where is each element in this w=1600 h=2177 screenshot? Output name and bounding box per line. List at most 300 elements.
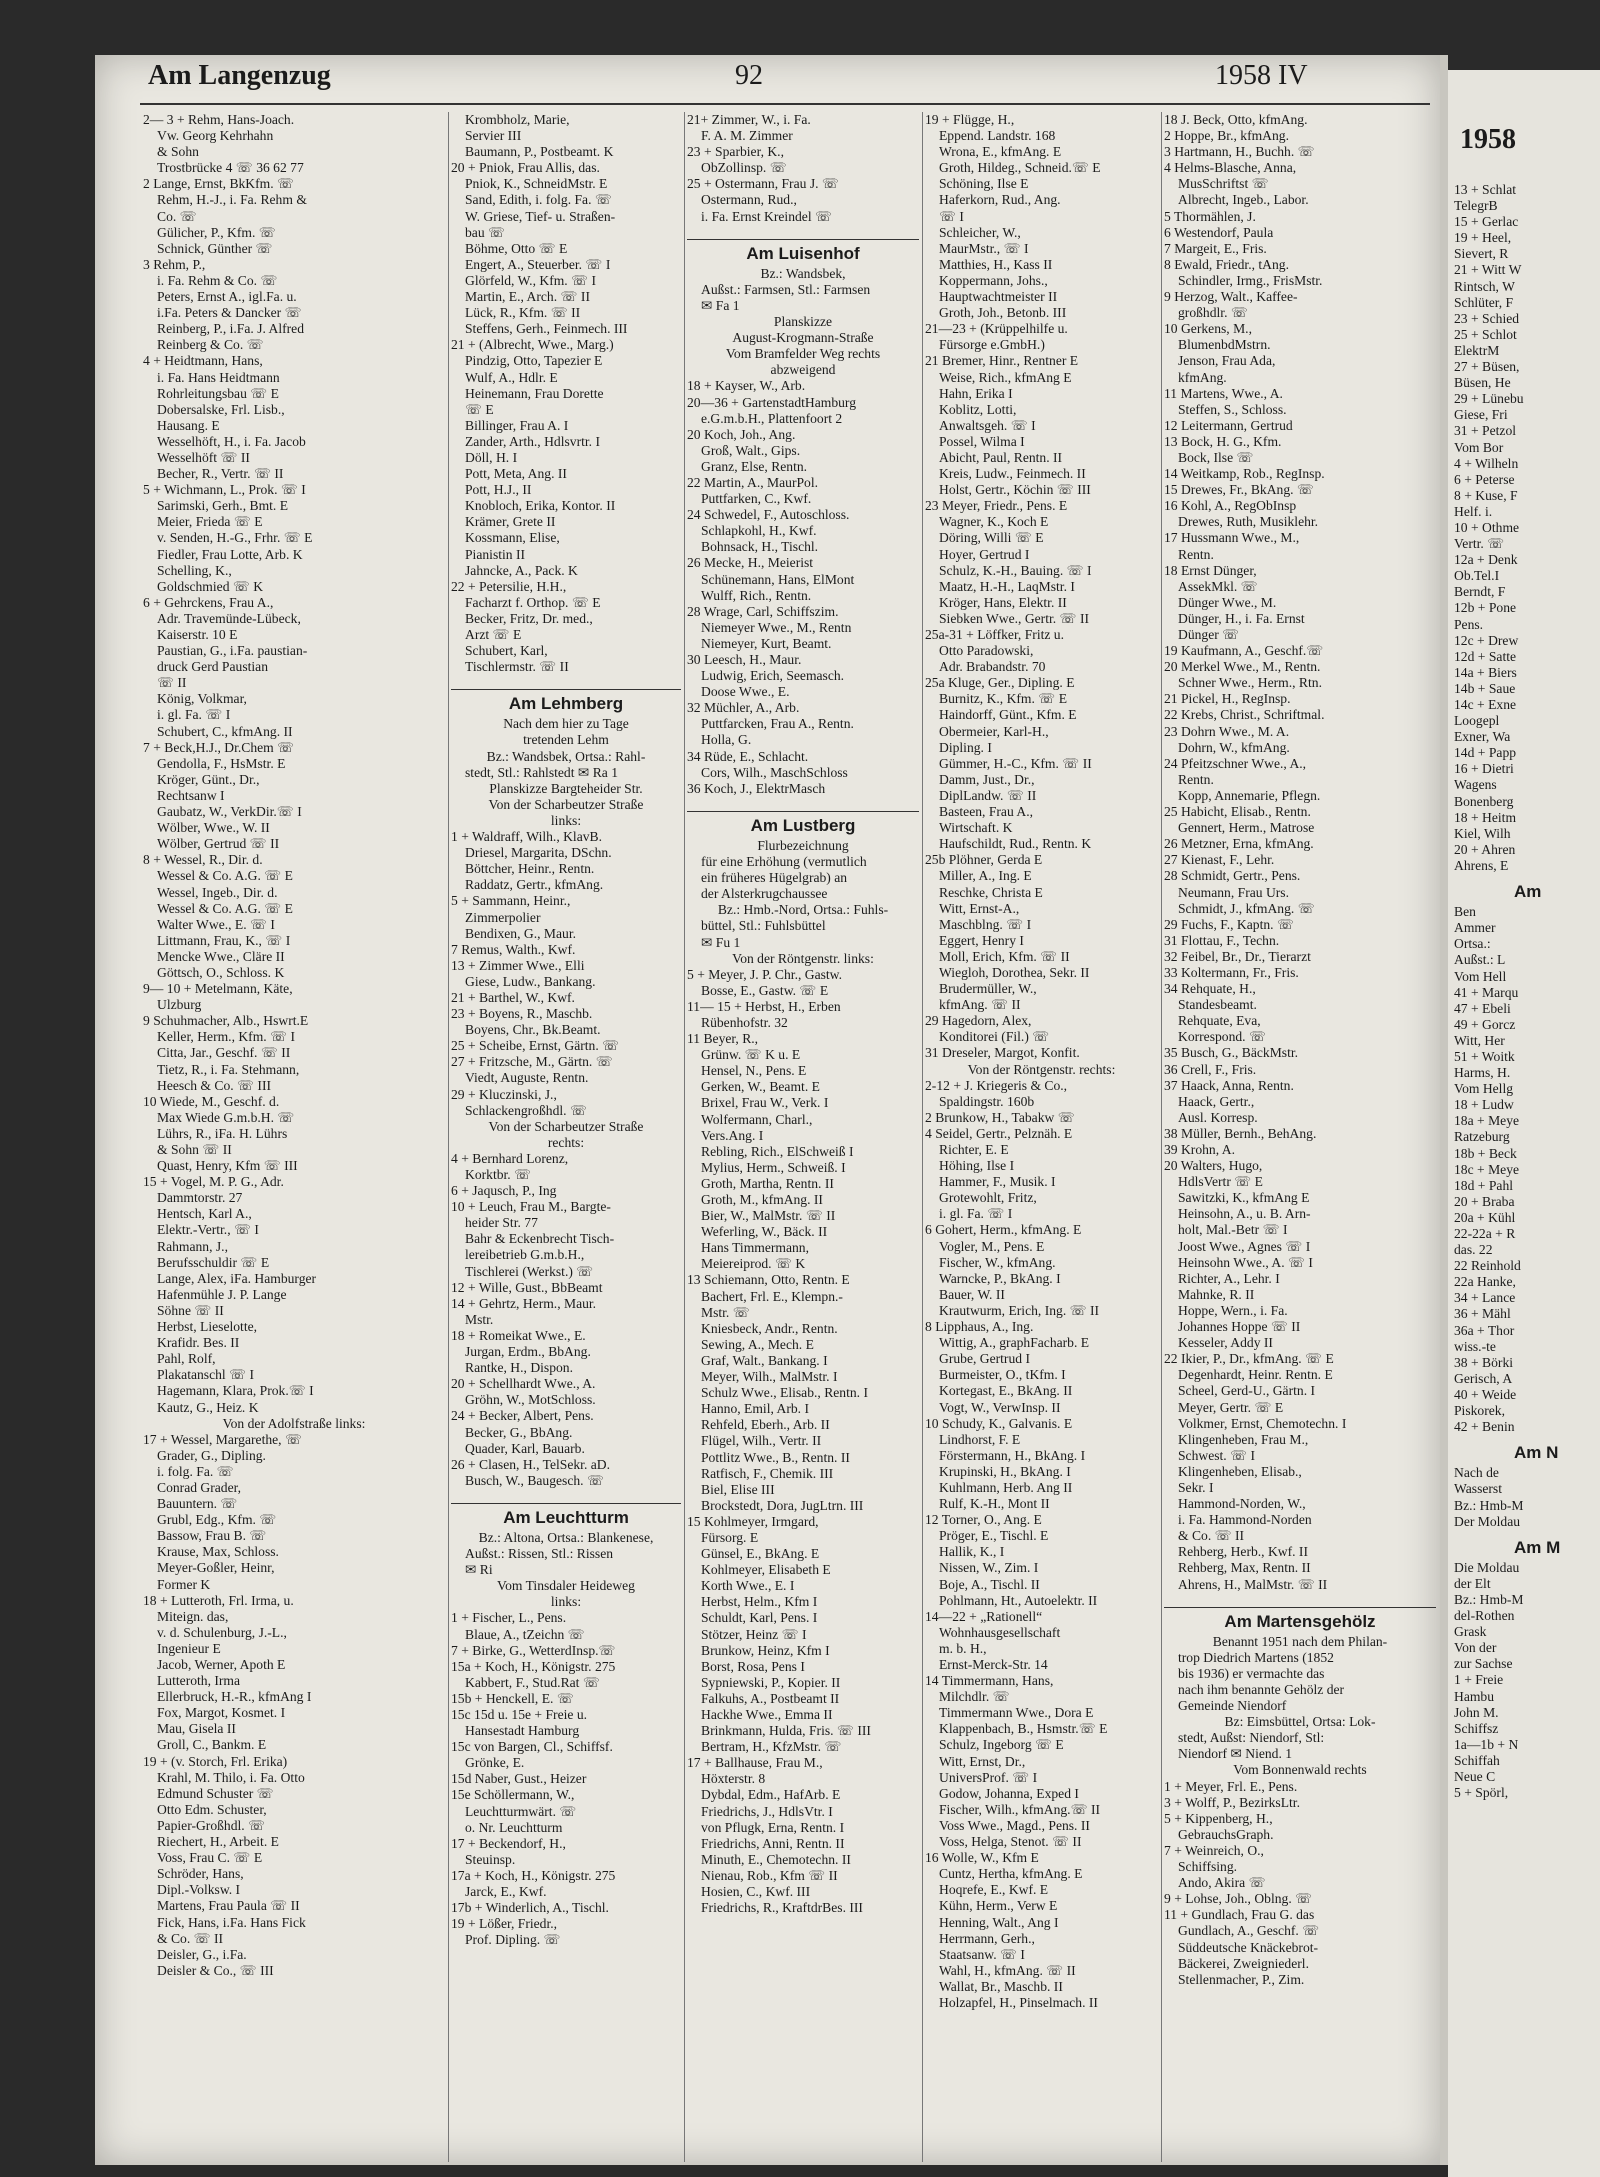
directory-entry: Bz.: Hmb-M xyxy=(1454,1497,1524,1513)
directory-entry: 19 + Flügge, H., xyxy=(925,112,1015,127)
directory-entry: Außst.: Farmsen, Stl.: Farmsen xyxy=(701,281,871,297)
directory-entry: Ahrens, H., MalMstr. ☏ II xyxy=(1178,1576,1328,1592)
directory-entry: Schulz Wwe., Elisab., Rentn. I xyxy=(701,1385,868,1401)
directory-entry: Brixel, Frau W., Verk. I xyxy=(701,1095,829,1111)
directory-entry: Wulf, A., Hdlr. E xyxy=(465,369,558,385)
directory-entry: 8 + Kuse, F xyxy=(1454,487,1518,503)
directory-entry: 24 Pfeitzschner Wwe., A., xyxy=(1164,755,1307,771)
directory-entry: Vogt, W., VerwInsp. II xyxy=(939,1399,1061,1415)
directory-entry: 4 + Heidtmann, Hans, xyxy=(143,353,263,369)
directory-entry: 34 + Lance xyxy=(1454,1290,1516,1306)
directory-entry: Pott, Meta, Ang. II xyxy=(465,466,567,482)
directory-entry: Mahnke, R. II xyxy=(1178,1286,1255,1302)
directory-entry: rechts: xyxy=(547,1134,585,1150)
directory-entry: 47 + Ebeli xyxy=(1454,1000,1511,1016)
directory-entry: Gröhn, W., MotSchloss. xyxy=(465,1392,596,1408)
directory-entry: Piskorek, xyxy=(1454,1403,1505,1419)
directory-entry: Eppend. Landstr. 168 xyxy=(939,128,1056,144)
directory-entry: 10 Schudy, K., Galvanis. E xyxy=(925,1415,1073,1431)
directory-entry: 36a + Thor xyxy=(1454,1322,1515,1338)
directory-column-5 xyxy=(1164,112,1436,2162)
directory-entry: ☏ I xyxy=(939,208,964,224)
directory-entry: Borst, Rosa, Pens I xyxy=(701,1658,805,1674)
directory-entry: & Sohn xyxy=(157,144,199,160)
directory-entry: Sarimski, Gerh., Bmt. E xyxy=(157,498,289,514)
directory-entry: Miller, A., Ing. E xyxy=(939,868,1032,884)
directory-entry: Kühn, Herm., Verw E xyxy=(939,1898,1058,1914)
directory-entry: Elektr.-Vertr., ☏ I xyxy=(157,1222,259,1238)
directory-entry: bau ☏ xyxy=(465,224,506,240)
directory-entry: ☏ II xyxy=(157,675,187,691)
directory-entry: links: xyxy=(550,812,582,828)
directory-entry: wiss.-te xyxy=(1454,1338,1496,1354)
directory-entry: Fiedler, Frau Lotte, Arb. K xyxy=(157,546,303,562)
directory-entry: Krupinski, H., BkAng. I xyxy=(939,1463,1071,1479)
year-part-label: 1958 IV xyxy=(1215,60,1308,91)
directory-entry: Otto Paradowski, xyxy=(939,643,1034,659)
directory-entry: 15 Kohlmeyer, Irmgard, xyxy=(687,1513,819,1529)
directory-entry: Vom Bramfelder Weg rechts xyxy=(725,346,881,362)
directory-entry: Schlüter, F xyxy=(1454,294,1514,310)
directory-entry: druck Gerd Paustian xyxy=(157,659,268,675)
directory-entry: 2— 3 + Rehm, Hans-Joach. xyxy=(143,112,295,127)
directory-entry: lereibetrieb G.m.b.H., xyxy=(465,1247,585,1263)
directory-entry: Vom Hellg xyxy=(1454,1081,1514,1097)
directory-entry: Reinberg, P., i.Fa. J. Alfred xyxy=(157,321,305,337)
directory-entry: stedt, Außst: Niendorf, Stl: xyxy=(1178,1730,1325,1746)
directory-entry: Höhing, Ilse I xyxy=(939,1158,1015,1174)
directory-entry: Flurbezeichnung xyxy=(757,837,849,853)
directory-entry: Holla, G. xyxy=(701,732,752,748)
directory-entry: Fischer, Wilh., kfmAng.☏ II xyxy=(939,1801,1101,1817)
directory-entry: Joost Wwe., Agnes ☏ I xyxy=(1178,1238,1311,1254)
directory-entry: Dünger Wwe., M. xyxy=(1178,594,1277,610)
directory-entry: 21 + Witt W xyxy=(1454,262,1522,278)
directory-entry: Lange, Alex, iFa. Hamburger xyxy=(157,1270,317,1286)
directory-entry: 18d + Pahl xyxy=(1454,1177,1514,1193)
directory-entry: Papier-Großhdl. ☏ xyxy=(157,1817,266,1833)
directory-entry: Ortsa.: xyxy=(1454,936,1491,952)
directory-entry: Zander, Arth., Hdlsvrtr. I xyxy=(465,433,600,449)
directory-entry: 40 + Weide xyxy=(1454,1386,1517,1402)
directory-entry: Schiffsz xyxy=(1454,1720,1499,1736)
directory-entry: 2 Lange, Ernst, BkKfm. ☏ xyxy=(143,176,295,192)
directory-entry: Hentsch, Karl A., xyxy=(157,1206,252,1222)
directory-entry: Nach dem hier zu Tage xyxy=(503,716,629,732)
header-rule xyxy=(140,103,1430,105)
directory-entry: Nach de xyxy=(1454,1465,1499,1481)
directory-entry: Ob.Tel.I xyxy=(1454,568,1500,584)
directory-entry: 29 + Kluczinski, J., xyxy=(451,1086,557,1102)
directory-entry: ☏ E xyxy=(465,401,494,417)
directory-entry: 6 + Jaqusch, P., Ing xyxy=(451,1183,557,1199)
directory-entry: 24 + Becker, Albert, Pens. xyxy=(451,1408,594,1424)
directory-entry: Becher, R., Vertr. ☏ II xyxy=(157,466,284,482)
directory-entry: 21+ Zimmer, W., i. Fa. xyxy=(687,112,811,127)
directory-entry: 20 + Schellhardt Wwe., A. xyxy=(451,1376,596,1392)
directory-entry: Ratzeburg xyxy=(1454,1129,1510,1145)
directory-entry: Döring, Willi ☏ E xyxy=(939,530,1044,546)
directory-entry: Schulz, K.-H., Bauing. ☏ I xyxy=(939,562,1092,578)
directory-entry: 22a Hanke, xyxy=(1454,1274,1516,1290)
directory-entry: Vom Hell xyxy=(1454,968,1507,984)
directory-entry: Becker, G., BbAng. xyxy=(465,1424,573,1440)
directory-entry: Pröger, E., Tischl. E xyxy=(939,1528,1049,1544)
directory-entry: Groß, Walt., Gips. xyxy=(701,442,801,458)
directory-entry: Gerisch, A xyxy=(1454,1370,1513,1386)
directory-entry: Dobersalske, Frl. Lisb., xyxy=(157,401,285,417)
directory-entry: Basteen, Frau A., xyxy=(939,804,1034,820)
directory-entry: 18 + Romeikat Wwe., E. xyxy=(451,1327,586,1343)
directory-entry: 7 Remus, Walth., Kwf. xyxy=(451,941,576,957)
directory-entry: Otto Edm. Schuster, xyxy=(157,1801,267,1817)
directory-entry: 28 Wrage, Carl, Schiffszim. xyxy=(687,603,839,619)
adjacent-page-edge xyxy=(1448,70,1600,2177)
directory-entry: Niemeyer Wwe., M., Rentn xyxy=(701,619,852,635)
directory-entry: 6 Westendorf, Paula xyxy=(1164,224,1274,240)
directory-entry: Rehfeld, Eberh., Arb. II xyxy=(701,1417,830,1433)
directory-entry: Boje, A., Tischl. II xyxy=(939,1576,1040,1592)
directory-entry: 15d Naber, Gust., Heizer xyxy=(451,1771,587,1787)
directory-entry: Außst.: Rissen, Stl.: Rissen xyxy=(465,1546,614,1562)
street-heading: Am Leuchtturm xyxy=(451,1503,681,1526)
directory-entry: 7 + Weinreich, O., xyxy=(1164,1842,1264,1858)
directory-entry: Citta, Jar., Geschf. ☏ II xyxy=(157,1045,291,1061)
directory-entry: Krafidr. Bes. II xyxy=(157,1335,240,1351)
directory-entry: 9 + Lohse, Joh., Oblng. ☏ xyxy=(1164,1891,1313,1907)
directory-entry: 22 + Petersilie, H.H., xyxy=(451,578,567,594)
directory-entry: Hambu xyxy=(1454,1688,1495,1704)
directory-entry: Neumann, Frau Urs. xyxy=(1178,884,1289,900)
directory-entry: Ostermann, Rud., xyxy=(701,192,797,208)
directory-entry: Milchdlr. ☏ xyxy=(939,1689,1010,1705)
directory-entry: 42 + Benin xyxy=(1454,1419,1515,1435)
directory-entry: Grubl, Edg., Kfm. ☏ xyxy=(157,1512,277,1528)
directory-entry: Glörfeld, W., Kfm. ☏ I xyxy=(465,272,597,288)
directory-entry: 19 Kaufmann, A., Geschf.☏ xyxy=(1164,643,1324,659)
directory-entry: Kniesbeck, Andr., Rentn. xyxy=(701,1320,838,1336)
directory-entry: Bertram, H., KfzMstr. ☏ xyxy=(701,1739,842,1755)
directory-entry: 36 Crell, F., Fris. xyxy=(1164,1061,1257,1077)
directory-entry: Hauptwachtmeister II xyxy=(939,289,1058,305)
directory-entry: Voss, Helga, Stenot. ☏ II xyxy=(939,1834,1082,1850)
directory-entry: Schünemann, Hans, ElMont xyxy=(701,571,855,587)
directory-entry: zur Sachse xyxy=(1454,1656,1513,1672)
directory-entry: Steuinsp. xyxy=(465,1851,516,1867)
directory-entry: Von der Scharbeutzer Straße xyxy=(488,1118,644,1134)
directory-entry: Grünw. ☏ K u. E xyxy=(701,1047,801,1063)
directory-entry: Fox, Margot, Kosmet. I xyxy=(157,1705,286,1721)
directory-entry: DiplLandw. ☏ II xyxy=(939,787,1037,803)
directory-entry: Rentn. xyxy=(1178,546,1214,562)
directory-entry: Damm, Just., Dr., xyxy=(939,771,1035,787)
directory-entry: der Elt xyxy=(1454,1575,1491,1591)
directory-entry: Vertr. ☏ xyxy=(1454,536,1505,552)
directory-entry: 16 Kohl, A., RegObInsp xyxy=(1164,498,1297,514)
directory-entry: Dohrn, W., kfmAng. xyxy=(1178,739,1290,755)
directory-entry: Von der Röntgenstr. rechts: xyxy=(967,1061,1116,1077)
directory-entry: Schröder, Hans, xyxy=(157,1866,244,1882)
directory-entry: Mylius, Herm., Schweiß. I xyxy=(701,1159,846,1175)
directory-entry: Steffens, Gerh., Feinmech. III xyxy=(465,321,628,337)
directory-entry: Bäckerei, Zweigniederl. xyxy=(1178,1955,1309,1971)
directory-entry: Bonenberg xyxy=(1454,793,1514,809)
directory-entry: Holst, Gertr., Köchin ☏ III xyxy=(939,482,1091,498)
directory-entry: Goldschmied ☏ K xyxy=(157,578,264,594)
street-heading: Am Luisenhof xyxy=(687,239,919,262)
directory-entry: John M. xyxy=(1454,1704,1499,1720)
directory-entry: 20a + Kühl xyxy=(1454,1209,1516,1225)
directory-entry: Wahl, H., kfmAng. ☏ II xyxy=(939,1962,1076,1978)
directory-entry: Wirtschaft. K xyxy=(939,820,1013,836)
directory-entry: Obermeier, Karl-H., xyxy=(939,723,1049,739)
directory-entry: Grader, G., Dipling. xyxy=(157,1447,266,1463)
directory-entry: trop Diedrich Martens (1852 xyxy=(1178,1649,1334,1665)
directory-entry: Planskizze xyxy=(773,314,833,330)
directory-entry: Possel, Wilma I xyxy=(939,433,1025,449)
directory-entry: ObZollinsp. ☏ xyxy=(701,160,787,176)
directory-entry: Scheel, Gerd-U., Gärtn. I xyxy=(1178,1383,1316,1399)
directory-entry: 10 Gerkens, M., xyxy=(1164,321,1252,337)
directory-entry: Günsel, E., BkAng. E xyxy=(701,1546,820,1562)
directory-entry: 14 Weitkamp, Rob., RegInsp. xyxy=(1164,466,1325,482)
directory-entry: 21 Bremer, Hinr., Rentner E xyxy=(925,353,1079,369)
directory-entry: 32 Feibel, Br., Dr., Tierarzt xyxy=(1164,948,1311,964)
directory-entry: AssekMkl. ☏ xyxy=(1178,578,1258,594)
directory-entry: Leuchtturmwärt. ☏ xyxy=(465,1803,577,1819)
directory-entry: Gaubatz, W., VerkDir.☏ I xyxy=(157,804,302,820)
directory-entry: Martens, Frau Paula ☏ II xyxy=(157,1898,300,1914)
directory-entry: Bendixen, G., Maur. xyxy=(465,925,576,941)
directory-entry: Lührs, R., iFa. H. Lührs xyxy=(157,1125,288,1141)
directory-entry: Ellerbruck, H.-R., kfmAng I xyxy=(157,1689,312,1705)
directory-entry: ✉ Fu 1 xyxy=(701,934,741,950)
directory-entry: Facharzt f. Orthop. ☏ E xyxy=(465,594,601,610)
directory-entry: MaurMstr., ☏ I xyxy=(939,240,1029,256)
directory-entry: Bz.: Hmb.-Nord, Ortsa.: Fuhls- xyxy=(717,902,889,918)
directory-entry: Graf, Walt., Bankang. I xyxy=(701,1352,828,1368)
directory-entry: Hafenmühle J. P. Lange xyxy=(157,1286,287,1302)
directory-entry: Rulf, K.-H., Mont II xyxy=(939,1496,1050,1512)
directory-entry: Bauer, W. II xyxy=(939,1286,1005,1302)
directory-entry: Die Moldau xyxy=(1454,1559,1520,1575)
directory-entry: 14c + Exne xyxy=(1454,697,1517,712)
directory-entry: del-Rothen xyxy=(1454,1608,1515,1624)
directory-entry: Nissen, W., Zim. I xyxy=(939,1560,1039,1576)
directory-entry: 18 + Lutteroth, Frl. Irma, u. xyxy=(143,1592,294,1608)
directory-entry: Schuldt, Karl, Pens. I xyxy=(701,1610,818,1626)
directory-entry: 19 + Lößer, Friedr., xyxy=(451,1916,558,1932)
directory-entry: Wasserst xyxy=(1454,1481,1502,1497)
directory-entry: 5 + Meyer, J. P. Chr., Gastw. xyxy=(687,966,843,982)
directory-entry: Friedrichs, Anni, Rentn. II xyxy=(701,1835,845,1851)
directory-entry: Witt, Ernst-A., xyxy=(939,900,1020,916)
directory-entry: Rehberg, Max, Rentn. II xyxy=(1178,1560,1311,1576)
directory-entry: Heinsohn, A., u. B. Arn- xyxy=(1178,1206,1311,1222)
street-heading: Am N xyxy=(1514,1443,1559,1463)
directory-entry: 8 + Wessel, R., Dir. d. xyxy=(143,852,263,868)
directory-entry: & Co. ☏ II xyxy=(1178,1528,1245,1544)
directory-entry: 13 Bock, H. G., Kfm. xyxy=(1164,433,1282,449)
directory-entry: 23 Dohrn Wwe., M. A. xyxy=(1164,723,1290,739)
directory-entry: 21 Pickel, H., RegInsp. xyxy=(1164,691,1291,707)
directory-entry: Wagens xyxy=(1454,777,1497,793)
directory-entry: Rohrleitungsbau ☏ E xyxy=(157,385,279,401)
directory-entry: Kesseler, Addy II xyxy=(1178,1335,1273,1351)
directory-entry: Wölber, Wwe., W. II xyxy=(157,820,270,836)
directory-entry: 6 + Peterse xyxy=(1454,471,1515,487)
directory-entry: Ratfisch, F., Chemik. III xyxy=(701,1465,834,1481)
directory-entry: 32 Müchler, A., Arb. xyxy=(687,700,800,716)
directory-entry: Hammer, F., Musik. I xyxy=(939,1174,1056,1190)
directory-entry: Drewes, Ruth, Musiklehr. xyxy=(1178,514,1319,530)
directory-entry: 1 + Fischer, L., Pens. xyxy=(451,1610,567,1626)
directory-entry: Kreis, Ludw., Feinmech. II xyxy=(939,466,1086,482)
directory-entry: Reinberg & Co. ☏ xyxy=(157,337,264,353)
directory-entry: 21 + (Albrecht, Wwe., Marg.) xyxy=(451,337,614,353)
directory-entry: 17 + Wessel, Margarethe, ☏ xyxy=(143,1431,302,1447)
directory-entry: 23 + Boyens, R., Maschb. xyxy=(451,1006,593,1022)
directory-entry: Jahncke, A., Pack. K xyxy=(465,562,578,578)
directory-entry: Hansestadt Hamburg xyxy=(465,1723,580,1739)
directory-entry: 15a + Koch, H., Königstr. 275 xyxy=(451,1658,616,1674)
directory-entry: das. 22 xyxy=(1454,1242,1493,1258)
directory-entry: Holzapfel, H., Pinselmach. II xyxy=(939,1994,1098,2010)
directory-entry: der Alsterkrugchaussee xyxy=(701,886,828,902)
directory-entry: 25 Habicht, Elisab., Rentn. xyxy=(1164,804,1311,820)
directory-entry: 11 + Gundlach, Frau G. das xyxy=(1164,1907,1315,1923)
directory-entry: Grask xyxy=(1454,1624,1487,1640)
directory-entry: König, Volkmar, xyxy=(157,691,247,707)
directory-entry: Henning, Walt., Ang I xyxy=(939,1914,1059,1930)
directory-entry: Von der Adolfstraße links: xyxy=(222,1415,366,1431)
directory-entry: Wessel, Ingeb., Dir. d. xyxy=(157,884,278,900)
directory-entry: Rübenhofstr. 32 xyxy=(701,1014,788,1030)
directory-entry: Korktbr. ☏ xyxy=(465,1167,532,1182)
directory-entry: ein früheres Hügelgrab) an xyxy=(701,870,848,886)
directory-entry: Rehberg, Herb., Kwf. II xyxy=(1178,1544,1308,1560)
directory-entry: Krämer, Grete II xyxy=(465,514,556,530)
directory-entry: 30 Leesch, H., Maur. xyxy=(687,652,802,667)
directory-entry: 31 + Petzol xyxy=(1454,423,1517,439)
directory-entry: ElektrM xyxy=(1454,342,1500,358)
directory-entry: Schwest. ☏ I xyxy=(1178,1447,1256,1463)
directory-entry: Raddatz, Gertr., kfmAng. xyxy=(465,877,604,893)
directory-entry: Quader, Karl, Bauarb. xyxy=(465,1440,585,1456)
directory-entry: Witt, Her xyxy=(1454,1032,1505,1048)
directory-entry: Wallat, Br., Maschb. II xyxy=(939,1978,1063,1994)
directory-entry: Haferkorn, Rud., Ang. xyxy=(939,192,1061,208)
directory-entry: 9— 10 + Metelmann, Käte, xyxy=(143,981,293,997)
directory-entry: 8 Lipphaus, A., Ing. xyxy=(925,1319,1034,1335)
directory-entry: Ben xyxy=(1454,904,1476,920)
directory-entry: Mstr. xyxy=(465,1311,494,1327)
directory-entry: BlumenbdMstrn. xyxy=(1178,337,1271,353)
directory-entry: 25 + Ostermann, Frau J. ☏ xyxy=(687,176,839,192)
directory-entry: Busch, W., Baugesch. ☏ xyxy=(465,1472,604,1488)
directory-entry: Döll, H. I xyxy=(465,449,518,465)
directory-entry: i. Fa. Hans Heidtmann xyxy=(157,369,280,385)
directory-entry: 31 Dreseler, Margot, Konfit. xyxy=(925,1045,1080,1061)
directory-entry: Kortegast, E., BkAng. II xyxy=(939,1383,1073,1399)
directory-entry: Ludwig, Erich, Seemasch. xyxy=(701,668,845,684)
directory-entry: 17a + Koch, H., Königstr. 275 xyxy=(451,1867,616,1883)
directory-entry: Wessel & Co. A.G. ☏ E xyxy=(157,868,293,884)
directory-entry: Trostbrücke 4 ☏ 36 62 77 xyxy=(157,160,304,176)
directory-entry: Billinger, Frau A. I xyxy=(465,417,569,433)
directory-entry: Hammond-Norden, W., xyxy=(1178,1496,1306,1512)
directory-entry: Paustian, G., i.Fa. paustian- xyxy=(157,643,308,659)
directory-entry: 51 + Woitk xyxy=(1454,1048,1515,1064)
directory-entry: 7 + Beck,H.J., Dr.Chem ☏ xyxy=(143,739,295,755)
directory-entry: Dünger, H., i. Fa. Ernst xyxy=(1178,610,1305,626)
directory-entry: Minuth, E., Chemotechn. II xyxy=(701,1851,851,1867)
directory-entry: Littmann, Frau, K., ☏ I xyxy=(157,932,291,948)
directory-entry: Schubert, C., kfmAng. II xyxy=(157,723,293,739)
directory-entry: Friedrichs, J., HdlsVtr. I xyxy=(701,1803,833,1819)
directory-entry: Korrespond. ☏ xyxy=(1178,1029,1266,1045)
directory-entry: Exner, Wa xyxy=(1454,729,1511,745)
directory-entry: Haindorff, Günt., Kfm. E xyxy=(939,707,1077,723)
directory-entry: Koblitz, Lotti, xyxy=(939,401,1017,417)
adjacent-page-column xyxy=(1454,182,1560,1801)
directory-entry: nach ihm benannte Gehölz der xyxy=(1178,1682,1345,1697)
page-gutter xyxy=(1440,55,1448,2165)
directory-entry: i.Fa. Peters & Dancker ☏ xyxy=(157,305,302,321)
directory-entry: Schöning, Ilse E xyxy=(939,176,1029,192)
directory-entry: 14—22 + „Rationell“ xyxy=(925,1608,1043,1624)
directory-entry: Schulz, Ingeborg ☏ E xyxy=(939,1737,1064,1753)
directory-entry: Gundlach, A., Geschf. ☏ xyxy=(1178,1923,1320,1939)
directory-entry: Arzt ☏ E xyxy=(465,627,522,642)
directory-entry: Puttfarcken, Frau A., Rentn. xyxy=(701,716,854,732)
directory-entry: Cors, Wilh., MaschSchloss xyxy=(701,764,848,780)
directory-entry: Wessel & Co. A.G. ☏ E xyxy=(157,900,293,916)
directory-entry: 10 + Leuch, Frau M., Bargte- xyxy=(451,1199,611,1215)
directory-entry: 15e Schöllermann, W., xyxy=(451,1787,575,1803)
directory-entry: Klingenheben, Elisab., xyxy=(1178,1463,1302,1479)
directory-entry: 4 + Bernhard Lorenz, xyxy=(451,1150,569,1166)
directory-entry: HdlsVertr ☏ E xyxy=(1178,1174,1263,1190)
directory-entry: GebrauchsGraph. xyxy=(1178,1826,1274,1842)
directory-entry: Mstr. ☏ xyxy=(701,1304,750,1320)
directory-entry: Ando, Akira ☏ xyxy=(1178,1875,1266,1891)
directory-entry: Weferling, W., Bäck. II xyxy=(701,1224,828,1240)
directory-entry: Burmeister, O., tKfm. I xyxy=(939,1367,1066,1383)
directory-entry: abzweigend xyxy=(770,362,836,378)
directory-entry: Vom Bonnenwald rechts xyxy=(1233,1762,1367,1778)
directory-entry: Jacob, Werner, Apoth E xyxy=(157,1657,286,1672)
directory-entry: 17b + Winderlich, A., Tischl. xyxy=(451,1900,609,1916)
directory-entry: Edmund Schuster ☏ xyxy=(157,1785,274,1801)
directory-entry: v. Senden, H.-G., Frhr. ☏ E xyxy=(157,530,313,546)
directory-entry: Krause, Max, Schloss. xyxy=(157,1544,279,1560)
directory-entry: 17 + Beckendorf, H., xyxy=(451,1835,566,1851)
directory-entry: Kautz, G., Heiz. K xyxy=(157,1399,259,1415)
directory-entry: 22-22a + R xyxy=(1454,1226,1516,1241)
directory-entry: Friedrichs, R., KraftdrBes. III xyxy=(701,1900,863,1916)
directory-entry: 13 + Zimmer Wwe., Elli xyxy=(451,957,585,973)
directory-entry: Sand, Edith, i. folg. Fa. ☏ xyxy=(465,192,612,208)
directory-entry: 23 + Sparbier, K., xyxy=(687,144,784,160)
directory-entry: 19 + Heel, xyxy=(1454,230,1512,246)
directory-entry: Groll, C., Bankm. E xyxy=(157,1737,267,1753)
directory-entry: 10 Wiede, M., Geschf. d. xyxy=(143,1093,280,1109)
directory-entry: Herrmann, Gerh., xyxy=(939,1930,1035,1946)
directory-entry: Schlapkohl, H., Kwf. xyxy=(701,523,817,539)
directory-entry: Schindler, Irmg., FrisMstr. xyxy=(1178,272,1323,288)
directory-entry: 18 Ernst Dünger, xyxy=(1164,562,1257,578)
